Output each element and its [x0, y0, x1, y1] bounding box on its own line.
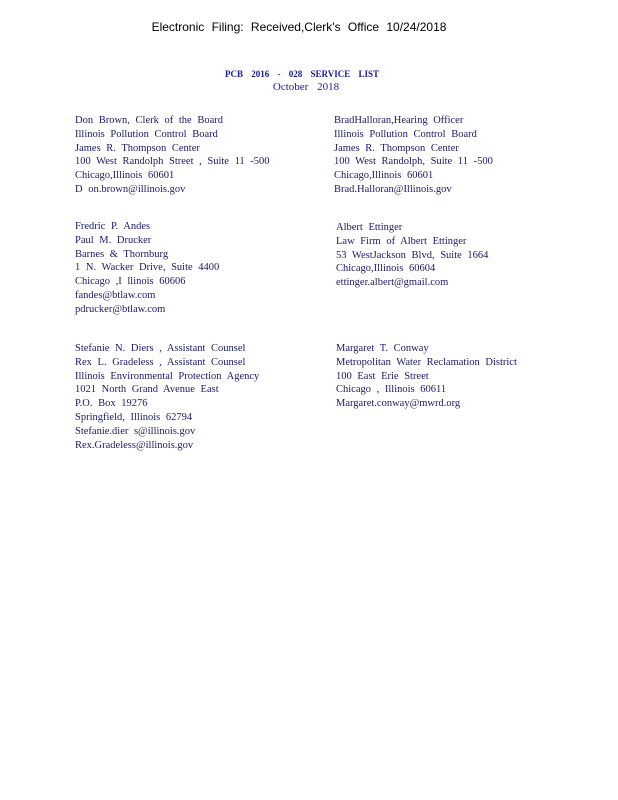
contact-street: 53 WestJackson Blvd, Suite 1664	[336, 249, 489, 261]
contact-block-margaret-conway	[336, 342, 517, 411]
contact-name: Don Brown, Clerk of the Board	[75, 115, 223, 126]
contact-block-brad-halloran	[334, 114, 493, 197]
contact-name: Rex L. Gradeless , Assistant Counsel	[75, 356, 246, 368]
service-list-date: October 2018	[272, 81, 340, 93]
contact-org: Law Firm of Albert Ettinger	[336, 235, 467, 247]
contact-po-box: P.O. Box 19276	[75, 398, 148, 410]
contact-org: Metropolitan Water Reclamation District	[336, 356, 517, 368]
contact-street: 1 N. Wacker Drive, Suite 4400	[75, 262, 220, 274]
contact-block-albert-ettinger	[336, 221, 488, 290]
contact-email[interactable]: Stefanie.dier s@illinois.gov	[75, 425, 196, 437]
contact-block-barnes-thornburg	[75, 220, 219, 317]
contact-name: BradHalloran,Hearing Officer	[334, 115, 464, 126]
contact-email[interactable]: pdrucker@btlaw.com	[75, 303, 166, 315]
contact-city: Chicago,Illinois 60604	[336, 263, 436, 275]
contact-street: 100 East Erie Street	[336, 370, 429, 382]
contact-org: Illinois Pollution Control Board	[334, 128, 477, 140]
contact-city: Chicago , Illinois 60611	[336, 384, 447, 396]
contact-city: Chicago ,I llinois 60606	[75, 276, 186, 288]
service-list-title: PCB 2016 - 028 SERVICE LIST	[225, 69, 379, 79]
contact-city: Chicago,Illinois 60601	[334, 170, 434, 182]
contact-name: Albert Ettinger	[336, 222, 403, 233]
contact-org: Barnes & Thornburg	[75, 248, 169, 260]
contact-building: James R. Thompson Center	[334, 142, 459, 154]
contact-street: 1021 North Grand Avenue East	[75, 384, 219, 396]
contact-email[interactable]: fandes@btlaw.com	[75, 289, 156, 301]
contact-org: Illinois Environmental Protection Agency	[75, 370, 260, 382]
contact-block-don-brown	[75, 114, 270, 197]
contact-name: Margaret T. Conway	[336, 343, 429, 354]
contact-name: Fredric P. Andes	[75, 221, 151, 232]
contact-street: 100 West Randolph Street , Suite 11 -500	[75, 156, 270, 168]
contact-name: Stefanie N. Diers , Assistant Counsel	[75, 343, 246, 354]
contact-city: Chicago,Illinois 60601	[75, 170, 175, 182]
contact-building: James R. Thompson Center	[75, 142, 200, 154]
contact-email[interactable]: Margaret.conway@mwrd.org	[336, 398, 461, 410]
filing-stamp: Electronic Filing: Received,Clerk's Office 10/24/2018	[151, 20, 447, 34]
contact-block-illinois-epa	[75, 342, 259, 452]
contact-street: 100 West Randolph, Suite 11 -500	[334, 156, 493, 168]
contact-email[interactable]: Brad.Halloran@Illinois.gov	[334, 183, 452, 195]
contact-email[interactable]: ettinger.albert@gmail.com	[336, 277, 449, 289]
contact-org: Illinois Pollution Control Board	[75, 128, 218, 140]
contact-city: Springfield, Illinois 62794	[75, 411, 193, 423]
contact-email[interactable]: Rex.Gradeless@illinois.gov	[75, 439, 194, 451]
contact-email[interactable]: D on.brown@illinois.gov	[75, 183, 186, 195]
contact-name: Paul M. Drucker	[75, 234, 152, 246]
